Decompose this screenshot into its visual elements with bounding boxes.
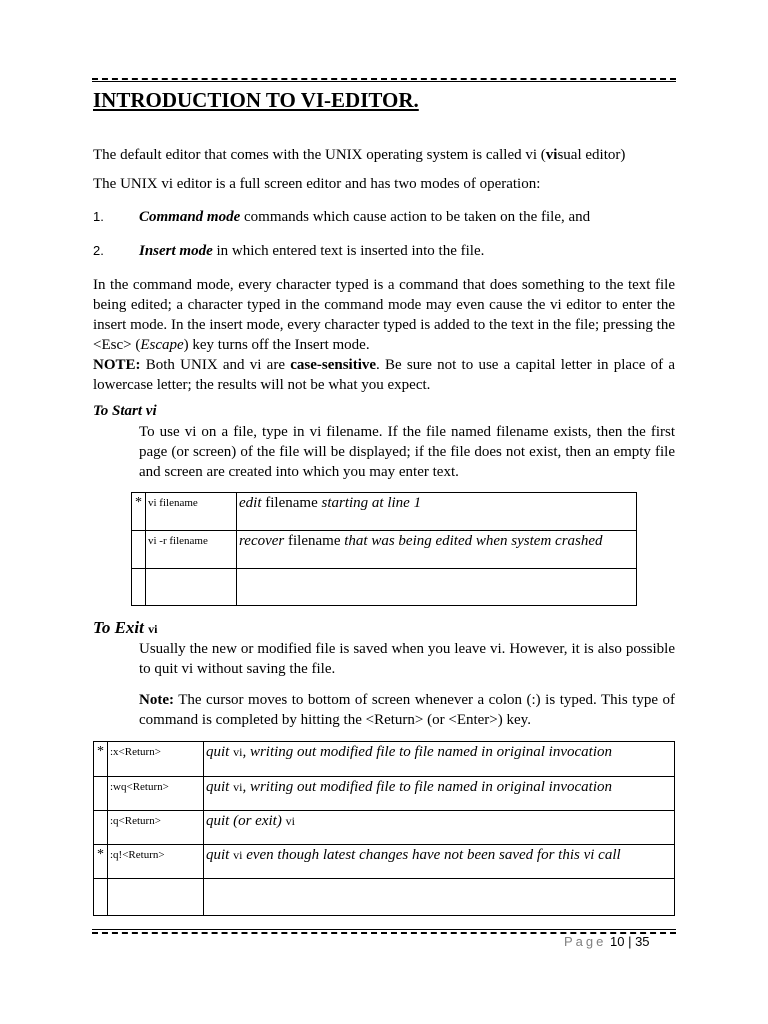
table-row xyxy=(132,569,637,606)
exit-note-paragraph: Note: The cursor moves to bottom of screen whenever a colon (:) is typed. This type of command is completed by hitting the <Return> (or <Enter>) key. xyxy=(139,692,675,728)
command-cell: vi filename xyxy=(146,493,237,531)
description-cell: edit filename starting at line 1 xyxy=(237,493,637,531)
header-solid-rule xyxy=(92,81,676,82)
default-marker xyxy=(132,569,146,606)
description-cell: recover filename that was being edited when system crashed xyxy=(237,531,637,569)
header-dashed-rule xyxy=(92,78,676,80)
table-row xyxy=(94,811,675,845)
default-marker xyxy=(94,777,108,811)
default-marker: * xyxy=(94,845,108,879)
description-cell: quit vi, writing out modified file to file named in original invocation xyxy=(204,742,675,777)
mode-item-insert: 2. Insert mode in which entered text is inserted into the file. xyxy=(93,243,485,259)
page-number: Page 10 | 35 xyxy=(564,934,650,949)
command-mode-paragraph: In the command mode, every character typed is a command that does something to the text file being edited; a character typed in the command mode may even cause the vi editor to enter the insert mode. In the insert mode, every character typed is added to the text in the file; pressing the <Esc> (Escape) key turns off the Insert mode. NOTE: Both UNIX and vi are case-sensitive. Be sure not to use a capital letter in place of a lowercase letter; the results will not be what you expect. xyxy=(93,277,675,393)
command-cell xyxy=(146,569,237,606)
description-cell: quit vi even though latest changes have not been saved for this vi call xyxy=(204,845,675,879)
default-marker xyxy=(132,531,146,569)
page-title: INTRODUCTION TO VI-EDITOR. xyxy=(93,88,419,112)
footer-solid-rule xyxy=(92,929,676,930)
command-cell: :q!<Return> xyxy=(108,845,204,879)
to-exit-vi-heading: To Exit vi xyxy=(93,618,158,637)
table-row xyxy=(94,845,675,879)
command-cell: :wq<Return> xyxy=(108,777,204,811)
start-vi-paragraph: To use vi on a file, type in vi filename. If the file named filename exists, then the first page (or screen) of the file will be displayed; if the file does not exist, then an empty file and screen are created into which you may enter text. xyxy=(139,424,675,480)
default-marker xyxy=(94,811,108,845)
default-marker: * xyxy=(132,493,146,531)
exit-vi-paragraph: Usually the new or modified file is saved when you leave vi. However, it is also possible to quit vi without saving the file. xyxy=(139,641,675,677)
default-marker xyxy=(94,879,108,916)
description-cell xyxy=(204,879,675,916)
exit-commands-table xyxy=(93,741,675,916)
table-row xyxy=(132,531,637,569)
description-cell xyxy=(237,569,637,606)
mode-item-command: 1. Command mode commands which cause action to be taken on the file, and xyxy=(93,209,591,225)
description-cell: quit (or exit) vi xyxy=(204,811,675,845)
command-cell: vi -r filename xyxy=(146,531,237,569)
command-cell: :x<Return> xyxy=(108,742,204,777)
table-row xyxy=(132,493,637,531)
table-row xyxy=(94,777,675,811)
intro-paragraph-2: The UNIX vi editor is a full screen editor and has two modes of operation: xyxy=(93,176,541,192)
table-row xyxy=(94,742,675,777)
default-marker: * xyxy=(94,742,108,777)
command-cell xyxy=(108,879,204,916)
description-cell: quit vi, writing out modified file to file named in original invocation xyxy=(204,777,675,811)
command-cell: :q<Return> xyxy=(108,811,204,845)
table-row xyxy=(94,879,675,916)
to-start-vi-heading: To Start vi xyxy=(93,403,157,419)
start-commands-table xyxy=(131,492,637,606)
intro-paragraph-1: The default editor that comes with the UNIX operating system is called vi (visual editor) xyxy=(93,147,626,163)
